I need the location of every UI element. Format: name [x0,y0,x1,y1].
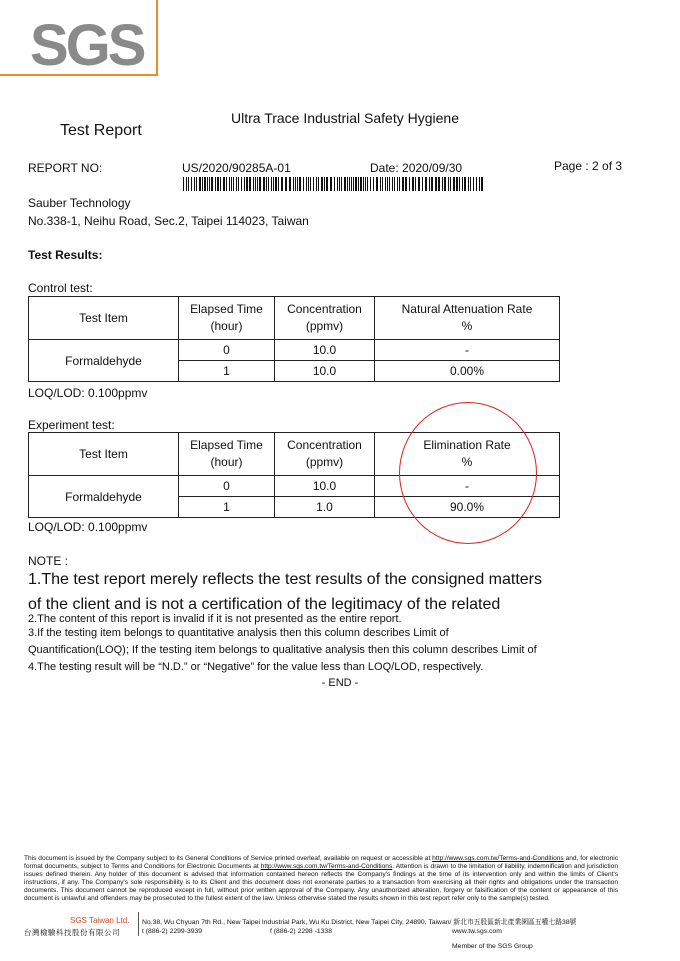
barcode-bar [389,177,390,191]
barcode-bar [263,177,265,191]
document-title: Test Report [60,122,142,139]
barcode-bar [299,177,301,191]
barcode-bar [334,177,335,191]
barcode-bar [405,177,407,191]
barcode-bar [418,177,420,191]
barcode-bar [238,177,239,191]
elapsed-time-cell: 1 [179,497,275,518]
col-concentration: Concentration (ppmv) [275,433,375,476]
barcode-bar [266,177,267,191]
col-test-item: Test Item [29,297,179,340]
barcode-bar [444,177,446,191]
footer-company-name-cn: 台灣檢驗科技股份有限公司 [24,928,120,937]
barcode-bar [244,177,245,191]
concentration-cell: 10.0 [275,340,375,361]
note-line-4: 3.If the testing item belongs to quantitative analysis then this column describes Limit of [28,627,449,639]
barcode-bar [370,177,371,191]
barcode-bar [316,177,317,191]
barcode-bar [392,177,393,191]
barcode-bar [220,177,221,191]
barcode-bar [373,177,374,191]
barcode-bar [380,177,381,191]
barcode-bar [412,177,414,191]
test-item-cell: Formaldehyde [29,476,179,518]
barcode-bar [211,177,213,191]
barcode-bar [253,177,254,191]
barcode-bar [209,177,210,191]
barcode-bar [385,177,386,191]
note-line-2: of the client and is not a certification of the legitimacy of the related [28,596,501,613]
barcode-bar [326,177,328,191]
concentration-cell: 10.0 [275,476,375,497]
barcode-bar [422,177,423,191]
barcode-bar [259,177,261,191]
elapsed-time-cell: 1 [179,361,275,382]
concentration-cell: 1.0 [275,497,375,518]
barcode-bar [353,177,354,191]
barcode-bar [257,177,258,191]
barcode-bar [349,177,350,191]
control-loq: LOQ/LOD: 0.100ppmv [28,386,148,400]
barcode-bar [313,177,314,191]
barcode-bar [183,177,184,191]
barcode-bar [215,177,216,191]
red-circle-annotation [399,402,537,544]
barcode-bar [470,177,471,191]
col-test-item: Test Item [29,433,179,476]
barcode-bar [431,177,433,191]
barcode [183,177,485,191]
footer-tel: t (886-2) 2299-3939 [142,928,203,935]
barcode-bar [365,177,366,191]
concentration-cell: 10.0 [275,361,375,382]
legal-disclaimer: This document is issued by the Company subject to its General Conditions of Service printed overleaf, available on request or accessible at http://www.sgs.com.tw/Terms-and-Conditions and, for electronic format documents, subject to Terms and Conditions for Electronic Documents at http://www.sgs.com.tw/Terms-and-Conditions. Attention is drawn to the limitation of liability, indemnification and jurisdiction issues defined therein. Any holder of this document is advised that information contained hereon reflects the Company's findings at the time of its intervention only and within the limits of Client's instructions, if any. The Company's sole responsibility is to its Client and this document does not exonerate parties to a transaction from exercising all their rights and obligations under the transaction documents. This document cannot be reproduced except in full, without prior written approval of the Company. Any unauthorized alteration, forgery or falsification of the content or appearance of this document is unlawful and offenders may be prosecuted to the fullest extent of the law. Unless otherwise stated the results shown in this test report refer only to the sample(s) tested. [24,855,618,902]
barcode-bar [394,177,395,191]
barcode-bar [453,177,455,191]
report-number: US/2020/90285A-01 [182,161,291,175]
barcode-bar [223,177,225,191]
barcode-bar [399,177,400,191]
barcode-bar [246,177,248,191]
note-line-1: 1.The test report merely reflects the test results of the consigned matters [28,571,543,588]
elapsed-time-cell: 0 [179,476,275,497]
experiment-test-label: Experiment test: [28,418,115,432]
barcode-bar [363,177,364,191]
report-no-label: REPORT NO: [28,161,103,175]
barcode-bar [231,177,232,191]
footer-member: Member of the SGS Group [452,943,533,950]
barcode-bar [360,177,362,191]
barcode-bar [344,177,346,191]
barcode-bar [468,177,469,191]
barcode-bar [188,177,189,191]
barcode-bar [295,177,296,191]
barcode-bar [289,177,291,191]
barcode-bar [415,177,416,191]
col-rate: Elimination Rate % [375,433,560,476]
barcode-bar [456,177,458,191]
table-row [29,340,560,361]
barcode-bar [438,177,440,191]
barcode-bar [341,177,342,191]
rate-cell: 90.0% [375,497,560,518]
barcode-bar [355,177,357,191]
client-address: No.338-1, Neihu Road, Sec.2, Taipei 114023, Taiwan [28,214,309,228]
barcode-bar [310,177,311,191]
note-label: NOTE : [28,554,69,568]
barcode-bar [249,177,251,191]
end-marker: - END - [321,677,359,689]
footer-divider [138,912,139,936]
electronic-terms-link[interactable]: http://www.sgs.com.tw/Terms-and-Conditions [260,862,393,870]
barcode-bar [196,177,197,191]
logo-accent-vertical [156,0,158,76]
barcode-bar [186,177,187,191]
barcode-bar [194,177,195,191]
barcode-bar [429,177,430,191]
barcode-bar [435,177,437,191]
barcode-bar [226,177,227,191]
note-line-6: 4.The testing result will be “N.D.” or “Negative” for the value less than LOQ/LOD, respectively. [28,661,484,673]
table-header-row [29,297,560,340]
barcode-bar [450,177,451,191]
barcode-bar [308,177,309,191]
col-concentration: Concentration (ppmv) [275,297,375,340]
barcode-bar [376,177,378,191]
barcode-bar [459,177,460,191]
barcode-bar [442,177,443,191]
col-elapsed-time: Elapsed Time (hour) [179,433,275,476]
barcode-bar [473,177,474,191]
barcode-bar [351,177,352,191]
barcode-bar [303,177,304,191]
client-name: Sauber Technology [28,196,131,210]
elapsed-time-cell: 0 [179,340,275,361]
col-rate: Natural Attenuation Rate % [375,297,560,340]
footer-company-name: SGS Taiwan Ltd. [70,916,130,925]
barcode-bar [409,177,410,191]
barcode-bar [479,177,480,191]
barcode-bar [271,177,272,191]
barcode-bar [462,177,463,191]
barcode-bar [464,177,466,191]
barcode-bar [481,177,483,191]
barcode-bar [297,177,298,191]
barcode-bar [273,177,274,191]
footer-fax: f (886-2) 2298 -1338 [270,928,332,935]
terms-link[interactable]: http://www.sgs.com.tw/Terms-and-Conditions [432,855,564,862]
barcode-bar [358,177,359,191]
barcode-bar [448,177,449,191]
barcode-bar [236,177,237,191]
experiment-loq: LOQ/LOD: 0.100ppmv [28,520,148,534]
barcode-bar [397,177,398,191]
barcode-bar [402,177,404,191]
barcode-bar [233,177,234,191]
barcode-bar [281,177,283,191]
barcode-bar [387,177,388,191]
barcode-bar [330,177,332,191]
barcode-bar [229,177,230,191]
barcode-bar [207,177,208,191]
footer-address: No.38, Wu Chyuan 7th Rd., New Taipei Industrial Park, Wu Ku District, New Taipei City, 24890, Taiwan/ 新北市五股區新北產業園區五權七路38號 [142,919,577,926]
barcode-bar [337,177,338,191]
rate-cell: - [375,340,560,361]
sgs-logo: SGS [30,13,144,78]
barcode-bar [255,177,256,191]
barcode-bar [339,177,340,191]
rate-cell: - [375,476,560,497]
barcode-bar [321,177,323,191]
footer-website[interactable]: www.tw.sgs.com [452,928,502,935]
barcode-bar [476,177,477,191]
barcode-bar [285,177,287,191]
lab-name: Ultra Trace Industrial Safety Hygiene [231,110,459,126]
barcode-bar [293,177,294,191]
barcode-bar [191,177,192,191]
note-line-3: 2.The content of this report is invalid if it is not presented as the entire report. [28,613,402,625]
page-number: Page : 2 of 3 [554,159,623,173]
barcode-bar [347,177,348,191]
control-results-table [28,296,560,382]
barcode-bar [241,177,242,191]
test-results-heading: Test Results: [28,248,103,262]
barcode-bar [275,177,277,191]
control-test-label: Control test: [28,281,93,295]
barcode-bar [278,177,279,191]
barcode-bar [268,177,269,191]
barcode-bar [306,177,307,191]
barcode-bar [382,177,383,191]
barcode-bar [318,177,319,191]
report-date: Date: 2020/09/30 [370,161,463,175]
barcode-bar [367,177,368,191]
barcode-bar [202,177,203,191]
note-line-5: Quantification(LOQ); If the testing item belongs to qualitative analysis then this column describes Limit of [28,644,537,656]
barcode-bar [217,177,219,191]
barcode-bar [324,177,325,191]
barcode-bar [204,177,206,191]
barcode-bar [199,177,201,191]
col-elapsed-time: Elapsed Time (hour) [179,297,275,340]
rate-cell: 0.00% [375,361,560,382]
barcode-bar [425,177,427,191]
test-item-cell: Formaldehyde [29,340,179,382]
